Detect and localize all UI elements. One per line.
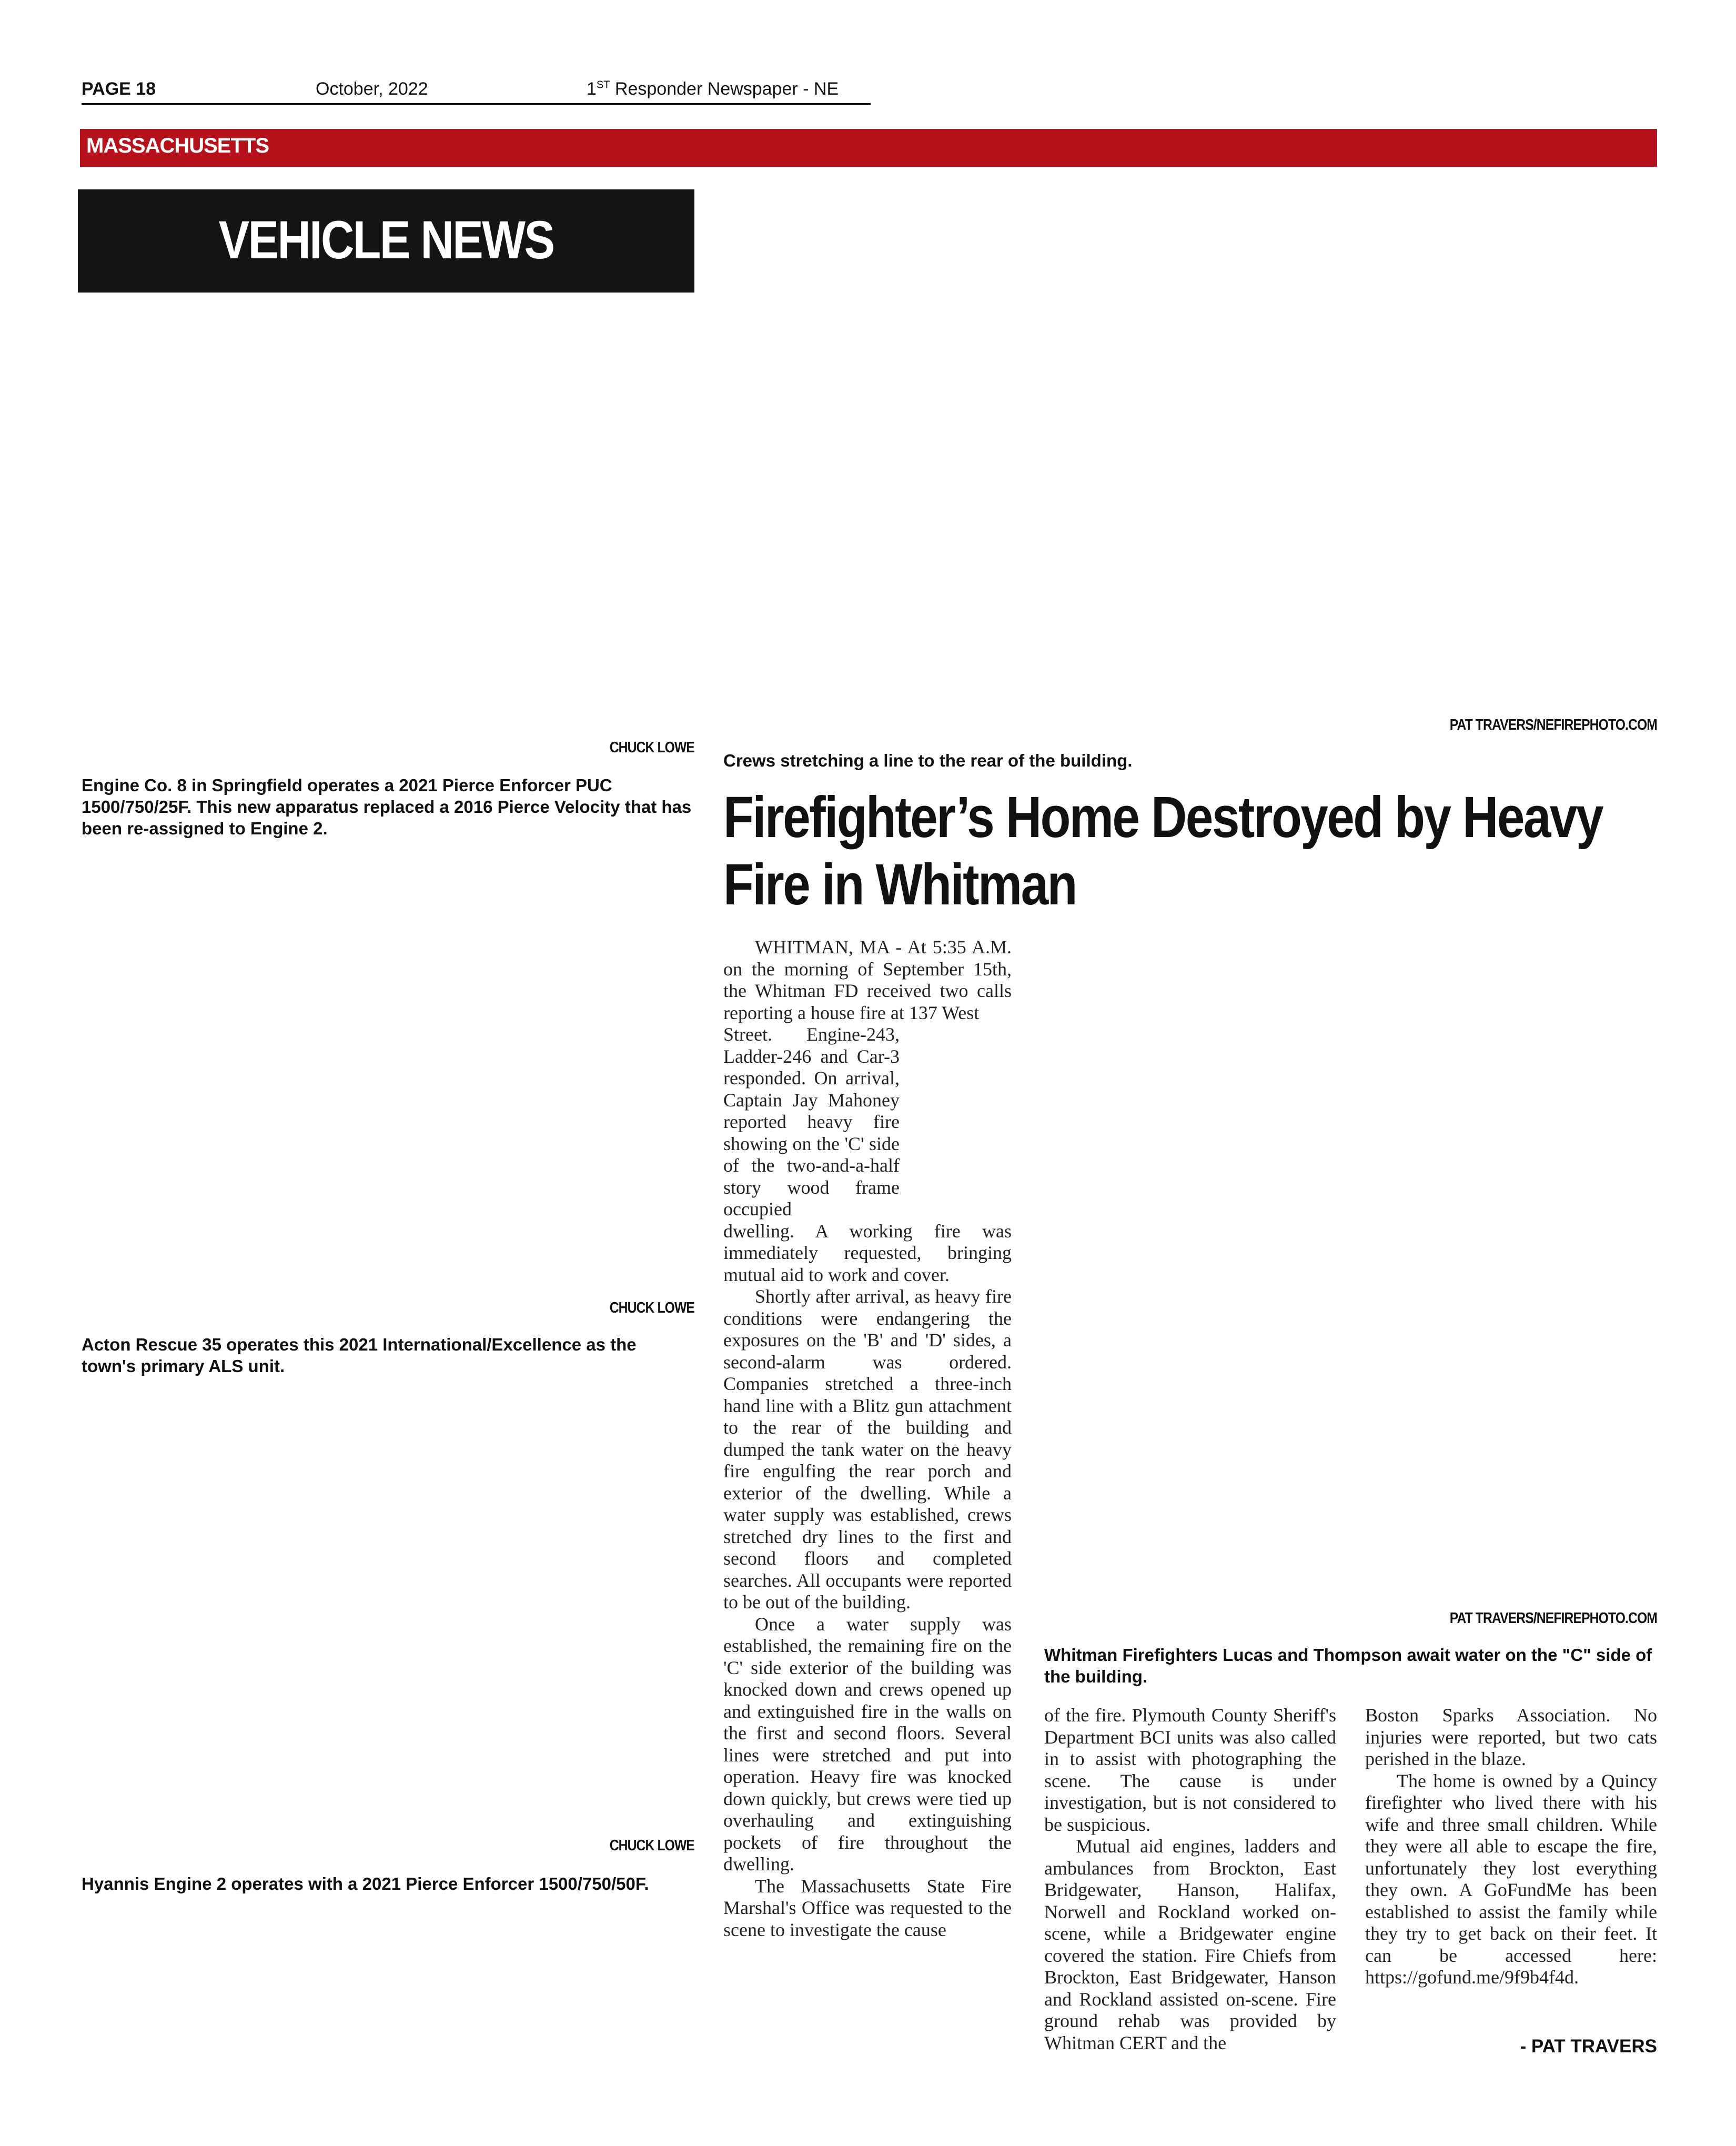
article-paragraph: WHITMAN, MA - At 5:35 A.M. on the morning of September 15th, the Whitman FD received two calls reporting a house fire at 137 West bbox=[723, 936, 1012, 1023]
photo-credit: PAT TRAVERS/NEFIREPHOTO.COM bbox=[1449, 1610, 1657, 1627]
section-label: MASSACHUSETTS bbox=[86, 134, 269, 157]
folio-rule bbox=[82, 103, 871, 105]
photo-credit: CHUCK LOWE bbox=[609, 1299, 694, 1316]
photo-caption: Whitman Firefighters Lucas and Thompson await water on the "C" side of the building. bbox=[1044, 1645, 1652, 1686]
article-wrap-text: Street. Engine-243, Ladder-246 and Car-3 responded. On arrival, Captain Jay Mahoney reported heavy fire showing on the 'C' side of the two-and-a-half story wood frame occupied bbox=[723, 1024, 900, 1220]
photo-caption: Crews stretching a line to the rear of the building. bbox=[723, 751, 1133, 770]
issue-date: October, 2022 bbox=[316, 79, 428, 99]
article-paragraph-continued: Boston Sparks Association. No injuries were reported, but two cats perished in the blaze. bbox=[1365, 1705, 1657, 1769]
photo-caption: Acton Rescue 35 operates this 2021 International/Excellence as the town's primary ALS unit. bbox=[82, 1335, 637, 1376]
article-column-3 bbox=[1365, 1705, 1657, 1989]
photo-caption: Engine Co. 8 in Springfield operates a 2021 Pierce Enforcer PUC 1500/750/25F. This new apparatus replaced a 2016 Pierce Velocity that has been re-assigned to Engine 2. bbox=[82, 775, 692, 838]
vehicle-news-title: VEHICLE NEWS bbox=[218, 210, 554, 270]
publication-prefix: 1 bbox=[587, 79, 597, 99]
publication-rest: Responder Newspaper - NE bbox=[610, 79, 839, 99]
photo-credit: CHUCK LOWE bbox=[609, 1837, 694, 1854]
article-paragraph: The home is owned by a Quincy firefighter who lived there with his wife and three small children. While they were all able to escape the fire, unfortunately they lost everything they own. A GoFundMe has been established to assist the family while they try to get back on their feet. It can be accessed here: https://gofund.me/9f9b4f4d. bbox=[1365, 1770, 1657, 1988]
article-paragraph: The Massachusetts State Fire Marshal's Office was requested to the scene to investigate the cause bbox=[723, 1875, 1012, 1940]
article-column-2 bbox=[1044, 1705, 1336, 2054]
article-paragraph: Shortly after arrival, as heavy fire conditions were endangering the exposures on the 'B' and 'D' sides, a second-alarm was ordered. Companies stretched a three-inch hand line with a Blitz gun attachment to the rear of the building and dumped the tank water on the heavy fire engulfing the rear porch and exterior of the dwelling. While a water supply was established, crews stretched dry lines to the first and second floors and completed searches. All occupants were reported to be out of the building. bbox=[723, 1286, 1012, 1613]
section-band bbox=[80, 129, 1657, 167]
photo-caption: Hyannis Engine 2 operates with a 2021 Pierce Enforcer 1500/750/50F. bbox=[82, 1874, 649, 1893]
publication-superscript: ST bbox=[596, 79, 610, 91]
article-column-1 bbox=[723, 936, 1012, 1941]
photo-credit: CHUCK LOWE bbox=[609, 739, 694, 756]
article-paragraph-continued: dwelling. A working fire was immediately requested, bringing mutual aid to work and cover. bbox=[723, 1220, 1012, 1285]
article-headline: Firefighter’s Home Destroyed by Heavy Fire in Whitman bbox=[723, 785, 1602, 917]
page-number: PAGE 18 bbox=[82, 79, 156, 99]
vehicle-news-header bbox=[78, 189, 694, 293]
article-paragraph-continued: of the fire. Plymouth County Sheriff's Department BCI units was also called in to assist with photographing the scene. The cause is under investigation, but is not considered to be suspicious. bbox=[1044, 1705, 1336, 1835]
article-paragraph: Mutual aid engines, ladders and ambulances from Brockton, East Bridgewater, Hanson, Halifax, Norwell and Rockland worked on-scene, while a Bridgewater engine covered the station. Fire Chiefs from Brockton, East Bridgewater, Hanson and Rockland assisted on-scene. Fire ground rehab was provided by Whitman CERT and the bbox=[1044, 1836, 1336, 2053]
article-paragraph: Once a water supply was established, the remaining fire on the 'C' side exterior of the building was knocked down and crews opened up and extinguished fire in the walls on the first and second floors. Several lines were stretched and put into operation. Heavy fire was knocked down quickly, but crews were tied up overhauling and extinguishing pockets of fire throughout the dwelling. bbox=[723, 1613, 1012, 1875]
photo-credit: PAT TRAVERS/NEFIREPHOTO.COM bbox=[1449, 717, 1657, 733]
publication-name bbox=[587, 79, 839, 99]
article-byline: - PAT TRAVERS bbox=[1520, 2036, 1657, 2057]
